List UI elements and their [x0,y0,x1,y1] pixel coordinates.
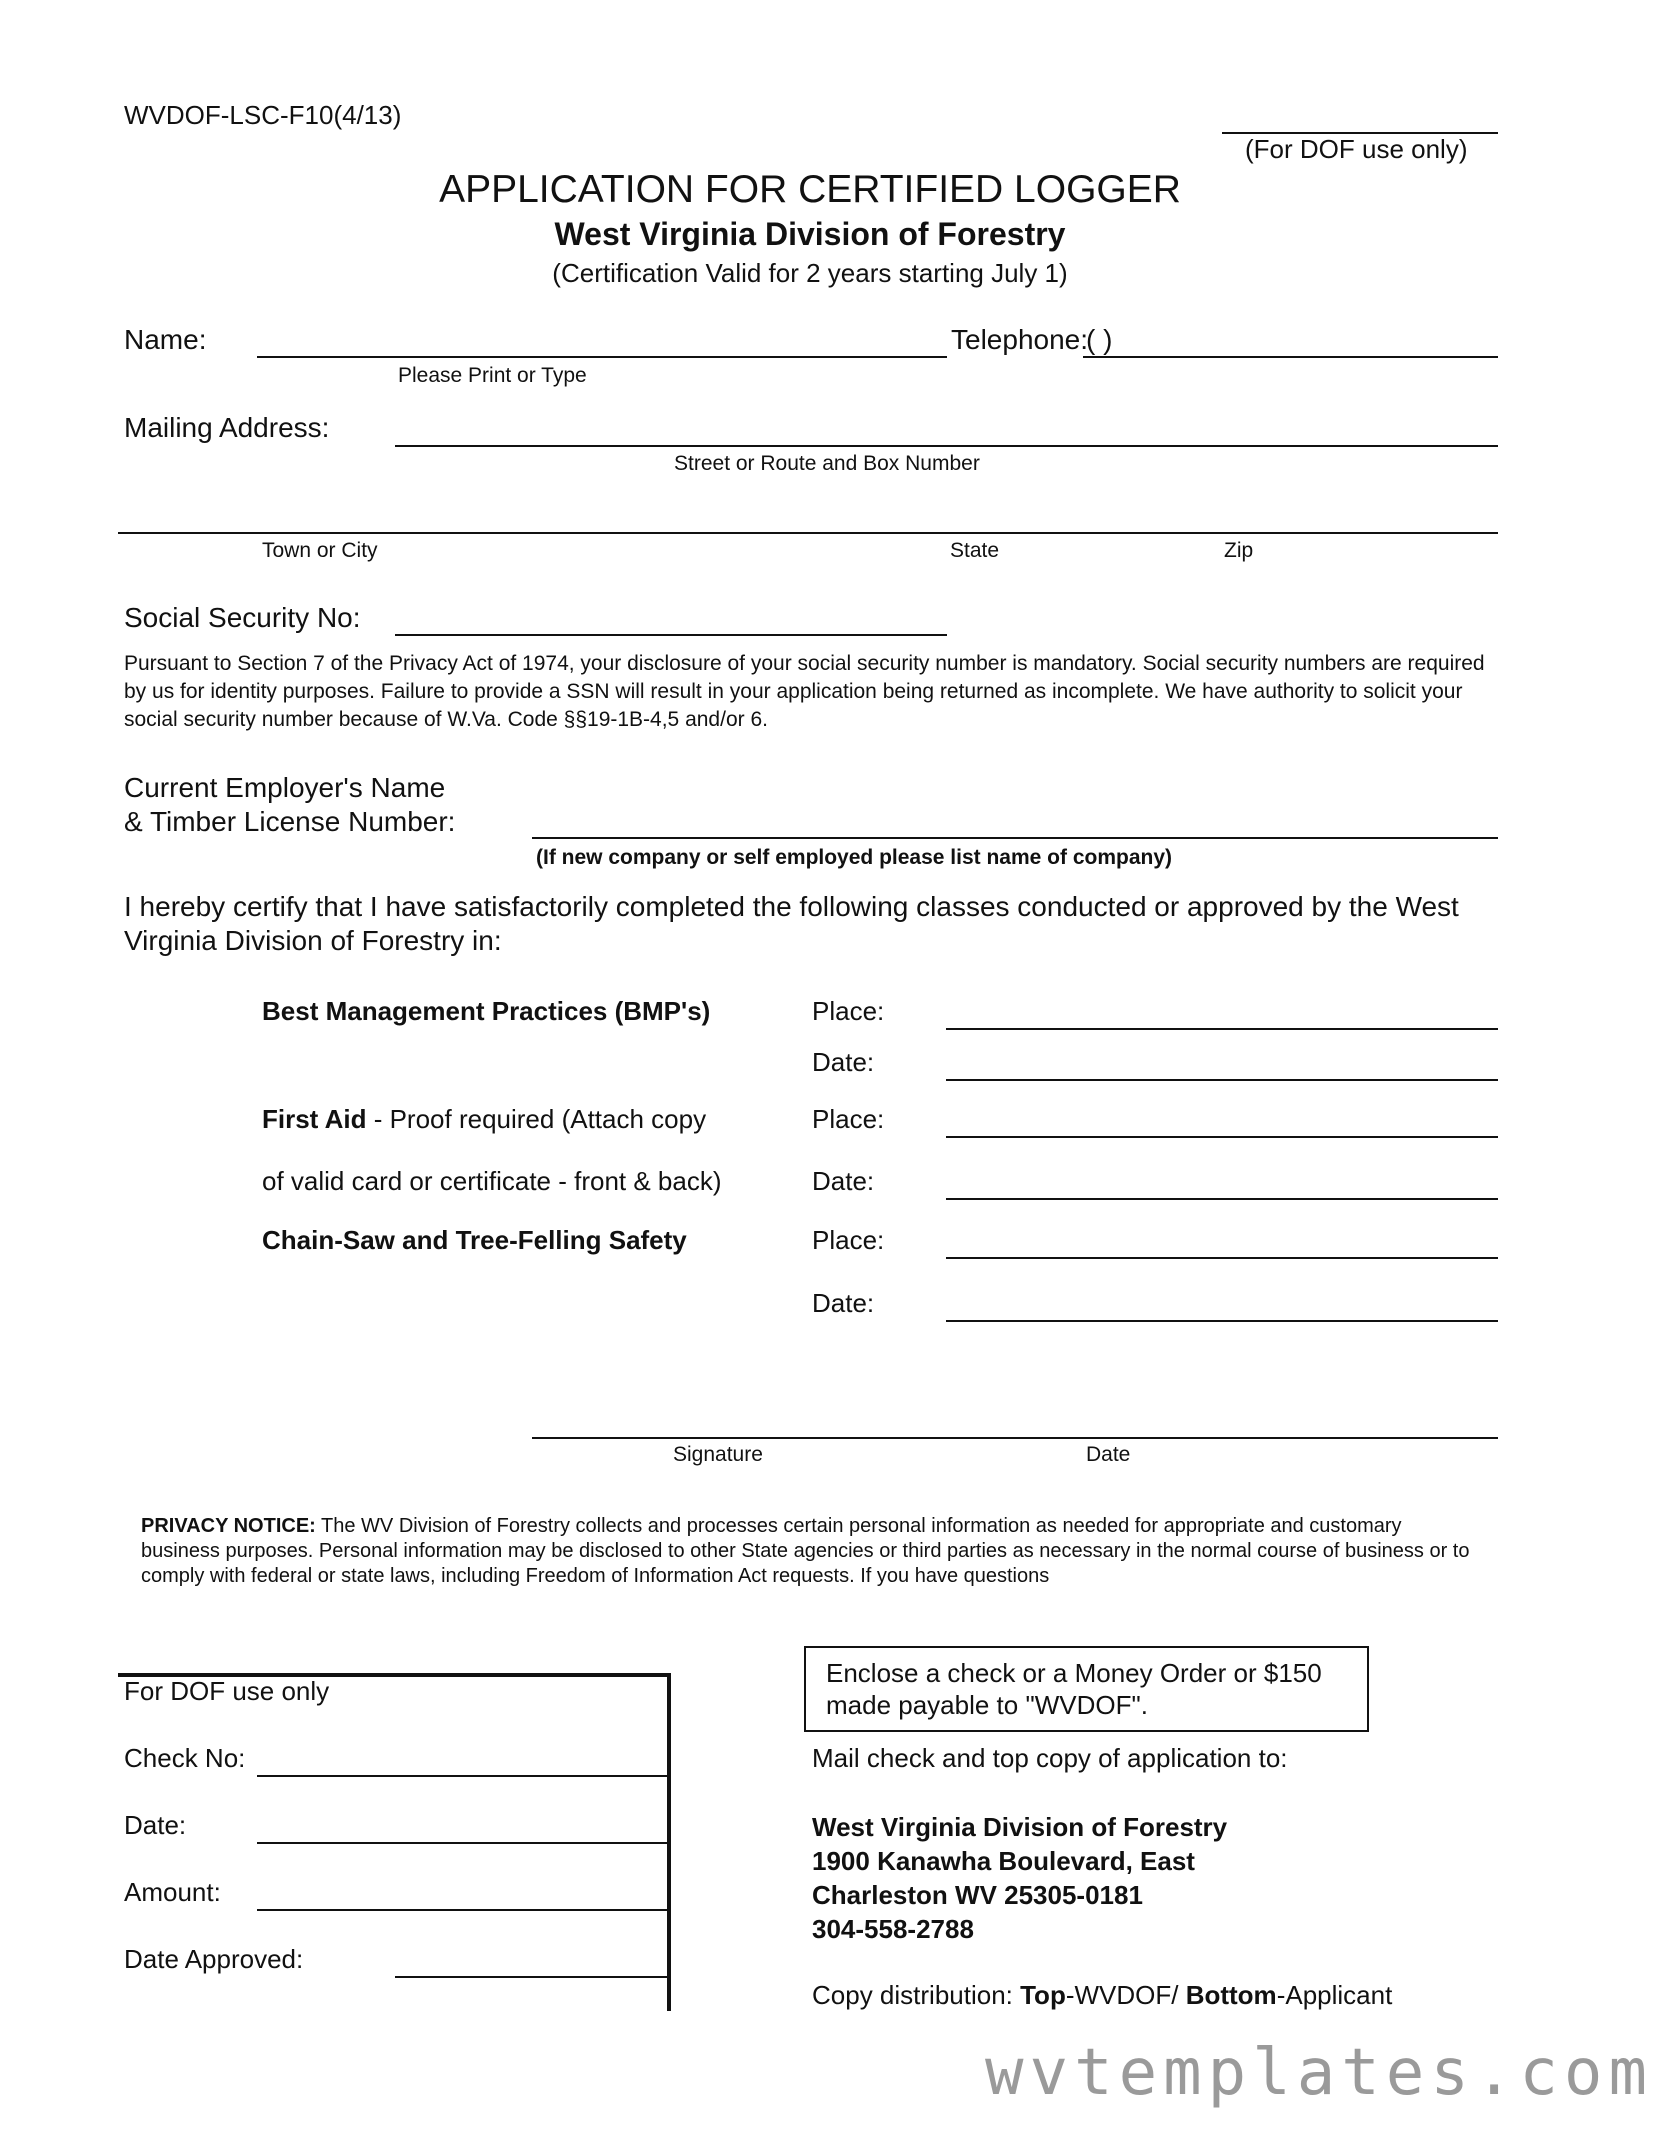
name-field[interactable] [257,356,947,358]
class-chainsaw: Chain-Saw and Tree-Felling Safety [262,1225,687,1255]
first-aid-title: First Aid [262,1104,367,1134]
first-aid-date-field[interactable] [946,1198,1498,1200]
form-title: APPLICATION FOR CERTIFIED LOGGER [439,168,1181,211]
telephone-field[interactable] [1083,356,1498,358]
copy-distribution [812,1980,1392,2011]
date-approved-label: Date Approved: [124,1944,304,1974]
chainsaw-date-field[interactable] [946,1320,1498,1322]
mail-to-label: Mail check and top copy of application to: [812,1743,1288,1773]
bmp-place-label: Place: [812,996,885,1026]
employer-label-line2: & Timber License Number: [124,806,456,837]
payment-note-line1: Enclose a check or a Money Order or $150 [826,1658,1322,1688]
privacy-notice-text: The WV Division of Forestry collects and processes certain personal information as needed for appropriate and customary business purposes. Personal information may be disclosed to other State agencies or third parties as necessary in the normal course of business or to comply with federal or state laws, including Freedom of Information Act requests. If you have questions [141,1515,1470,1587]
street-hint: Street or Route and Box Number [674,452,980,475]
privacy-notice-heading: PRIVACY NOTICE: [141,1515,316,1537]
state-hint: State [950,539,1000,562]
chainsaw-place-field[interactable] [946,1257,1498,1259]
chainsaw-date-label: Date: [812,1288,875,1318]
privacy-notice [141,1514,1481,1589]
payment-note-box [804,1646,1369,1732]
payment-note-line2: made payable to "WVDOF". [826,1690,1148,1720]
employer-hint: (If new company or self employed please list name of company) [536,846,1172,869]
copy-bottom-rest: -Applicant [1276,1980,1393,2010]
validity-note: (Certification Valid for 2 years starting July 1) [552,258,1068,288]
name-label: Name: [124,324,207,355]
address-line1: West Virginia Division of Forestry [812,1812,1228,1842]
employer-field[interactable] [532,837,1498,839]
address-line2: 1900 Kanawha Boulevard, East [812,1846,1195,1876]
first-aid-date-label: Date: [812,1166,875,1196]
check-no-field[interactable] [257,1775,667,1777]
office-box-title: For DOF use only [124,1676,330,1706]
certify-statement: I hereby certify that I have satisfactorily completed the following classes conducted or approved by the West Virginia Division of Forestry in: [124,891,1459,956]
town-state-zip-field[interactable] [118,532,1498,534]
amount-field[interactable] [257,1909,667,1911]
address-phone: 304-558-2788 [812,1914,974,1944]
mailing-address-label: Mailing Address: [124,412,330,443]
telephone-area-code: ( ) [1086,324,1113,355]
signature-field[interactable] [532,1437,1498,1439]
bmp-date-field[interactable] [946,1079,1498,1081]
amount-label: Amount: [124,1877,221,1907]
town-hint: Town or City [262,539,378,562]
form-code: WVDOF-LSC-F10(4/13) [124,100,402,130]
zip-hint: Zip [1224,539,1254,562]
office-date-field[interactable] [257,1842,667,1844]
ssn-field[interactable] [395,634,947,636]
chainsaw-place-label: Place: [812,1225,885,1255]
ssn-label: Social Security No: [124,602,361,633]
office-date-label: Date: [124,1810,187,1840]
first-aid-place-field[interactable] [946,1136,1498,1138]
dof-use-label: (For DOF use only) [1245,134,1468,164]
copy-top-rest: -WVDOF/ [1065,1980,1186,2010]
class-bmp: Best Management Practices (BMP's) [262,996,711,1026]
signature-date-label: Date [1086,1443,1131,1466]
date-approved-field[interactable] [395,1976,667,1978]
signature-label: Signature [673,1443,763,1466]
form-subtitle: West Virginia Division of Forestry [554,216,1066,252]
bmp-place-field[interactable] [946,1028,1498,1030]
first-aid-note-line2: of valid card or certificate - front & back) [262,1166,722,1196]
office-box-right-border [667,1673,671,2011]
class-first-aid [262,1104,706,1135]
copy-bottom: Bottom [1185,1980,1277,2010]
address-line3: Charleston WV 25305-0181 [812,1880,1143,1910]
first-aid-place-label: Place: [812,1104,885,1134]
watermark: wvtemplates.com [985,2036,1653,2110]
copy-top: Top [1020,1980,1066,2010]
copy-distribution-prefix: Copy distribution: [812,1980,1021,2010]
first-aid-note: - Proof required (Attach copy [366,1104,707,1134]
bmp-date-label: Date: [812,1047,875,1077]
privacy-act-paragraph: Pursuant to Section 7 of the Privacy Act of 1974, your disclosure of your social security number is mandatory. Social security numbers are required by us for identity purposes. Failure to provide a SSN will result in your application being returned as incomplete. We have authority to solicit your social security number because of W.Va. Code §§19-1B-4,5 and/or 6. [124,652,1485,731]
check-no-label: Check No: [124,1743,246,1773]
street-field[interactable] [395,445,1498,447]
employer-label-line1: Current Employer's Name [124,772,446,803]
name-hint: Please Print or Type [398,364,587,387]
telephone-label: Telephone: [951,324,1089,355]
